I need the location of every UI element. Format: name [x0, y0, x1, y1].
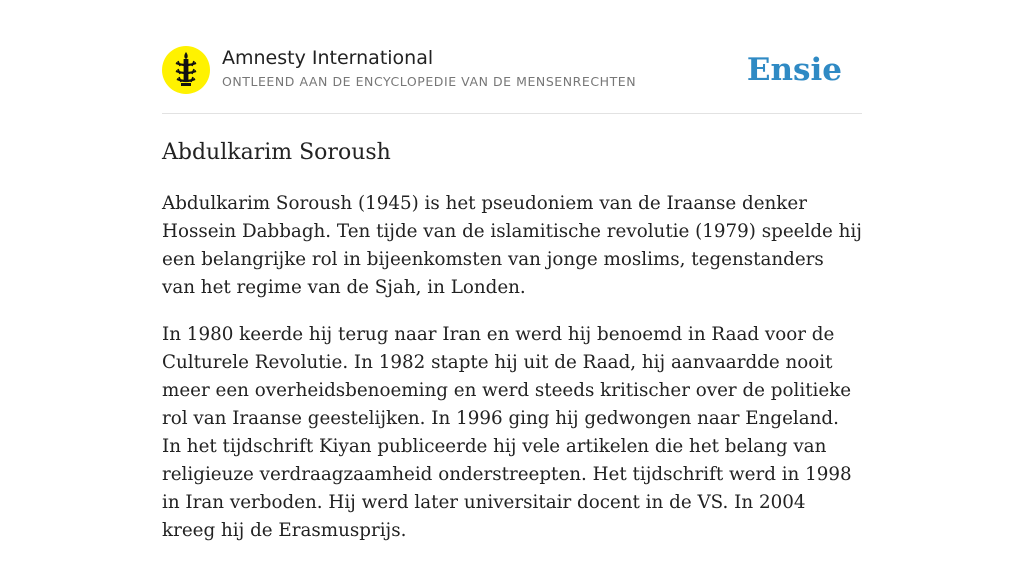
article-paragraph: Abdulkarim Soroush (1945) is het pseudoniem van de Iraanse denker Hossein Dabbagh. Ten tijde van de islamitische revolutie (1979) speelde hij een belangrijke rol in bijeenkomsten van jonge moslims, tegenstanders van het regime van de Sjah, in Londen. [162, 193, 862, 298]
site-header [162, 46, 862, 96]
amnesty-candle-icon[interactable] [162, 46, 210, 94]
article-body [162, 190, 862, 564]
article-title: Abdulkarim Soroush [162, 140, 391, 165]
source-subtitle: ONTLEEND AAN DE ENCYCLOPEDIE VAN DE MENSENRECHTEN [222, 74, 637, 89]
ensie-logo[interactable]: Ensie [746, 52, 842, 88]
header-divider [162, 113, 862, 114]
article-paragraph: In 1980 keerde hij terug naar Iran en werd hij benoemd in Raad voor de Culturele Revolutie. In 1982 stapte hij uit de Raad, hij aanvaardde nooit meer een overheidsbenoeming en werd steeds kritischer over de politieke rol van Iraanse geestelijken. In 1996 ging hij gedwongen naar Engeland. In het tijdschrift Kiyan publiceerde hij vele artikelen die het belang van religieuze verdraagzaamheid onderstreepten. Het tijdschrift werd in 1998 in Iran verboden. Hij werd later universitair docent in de VS. In 2004 kreeg hij de Erasmusprijs. [162, 324, 852, 541]
organization-name[interactable]: Amnesty International [222, 47, 434, 69]
